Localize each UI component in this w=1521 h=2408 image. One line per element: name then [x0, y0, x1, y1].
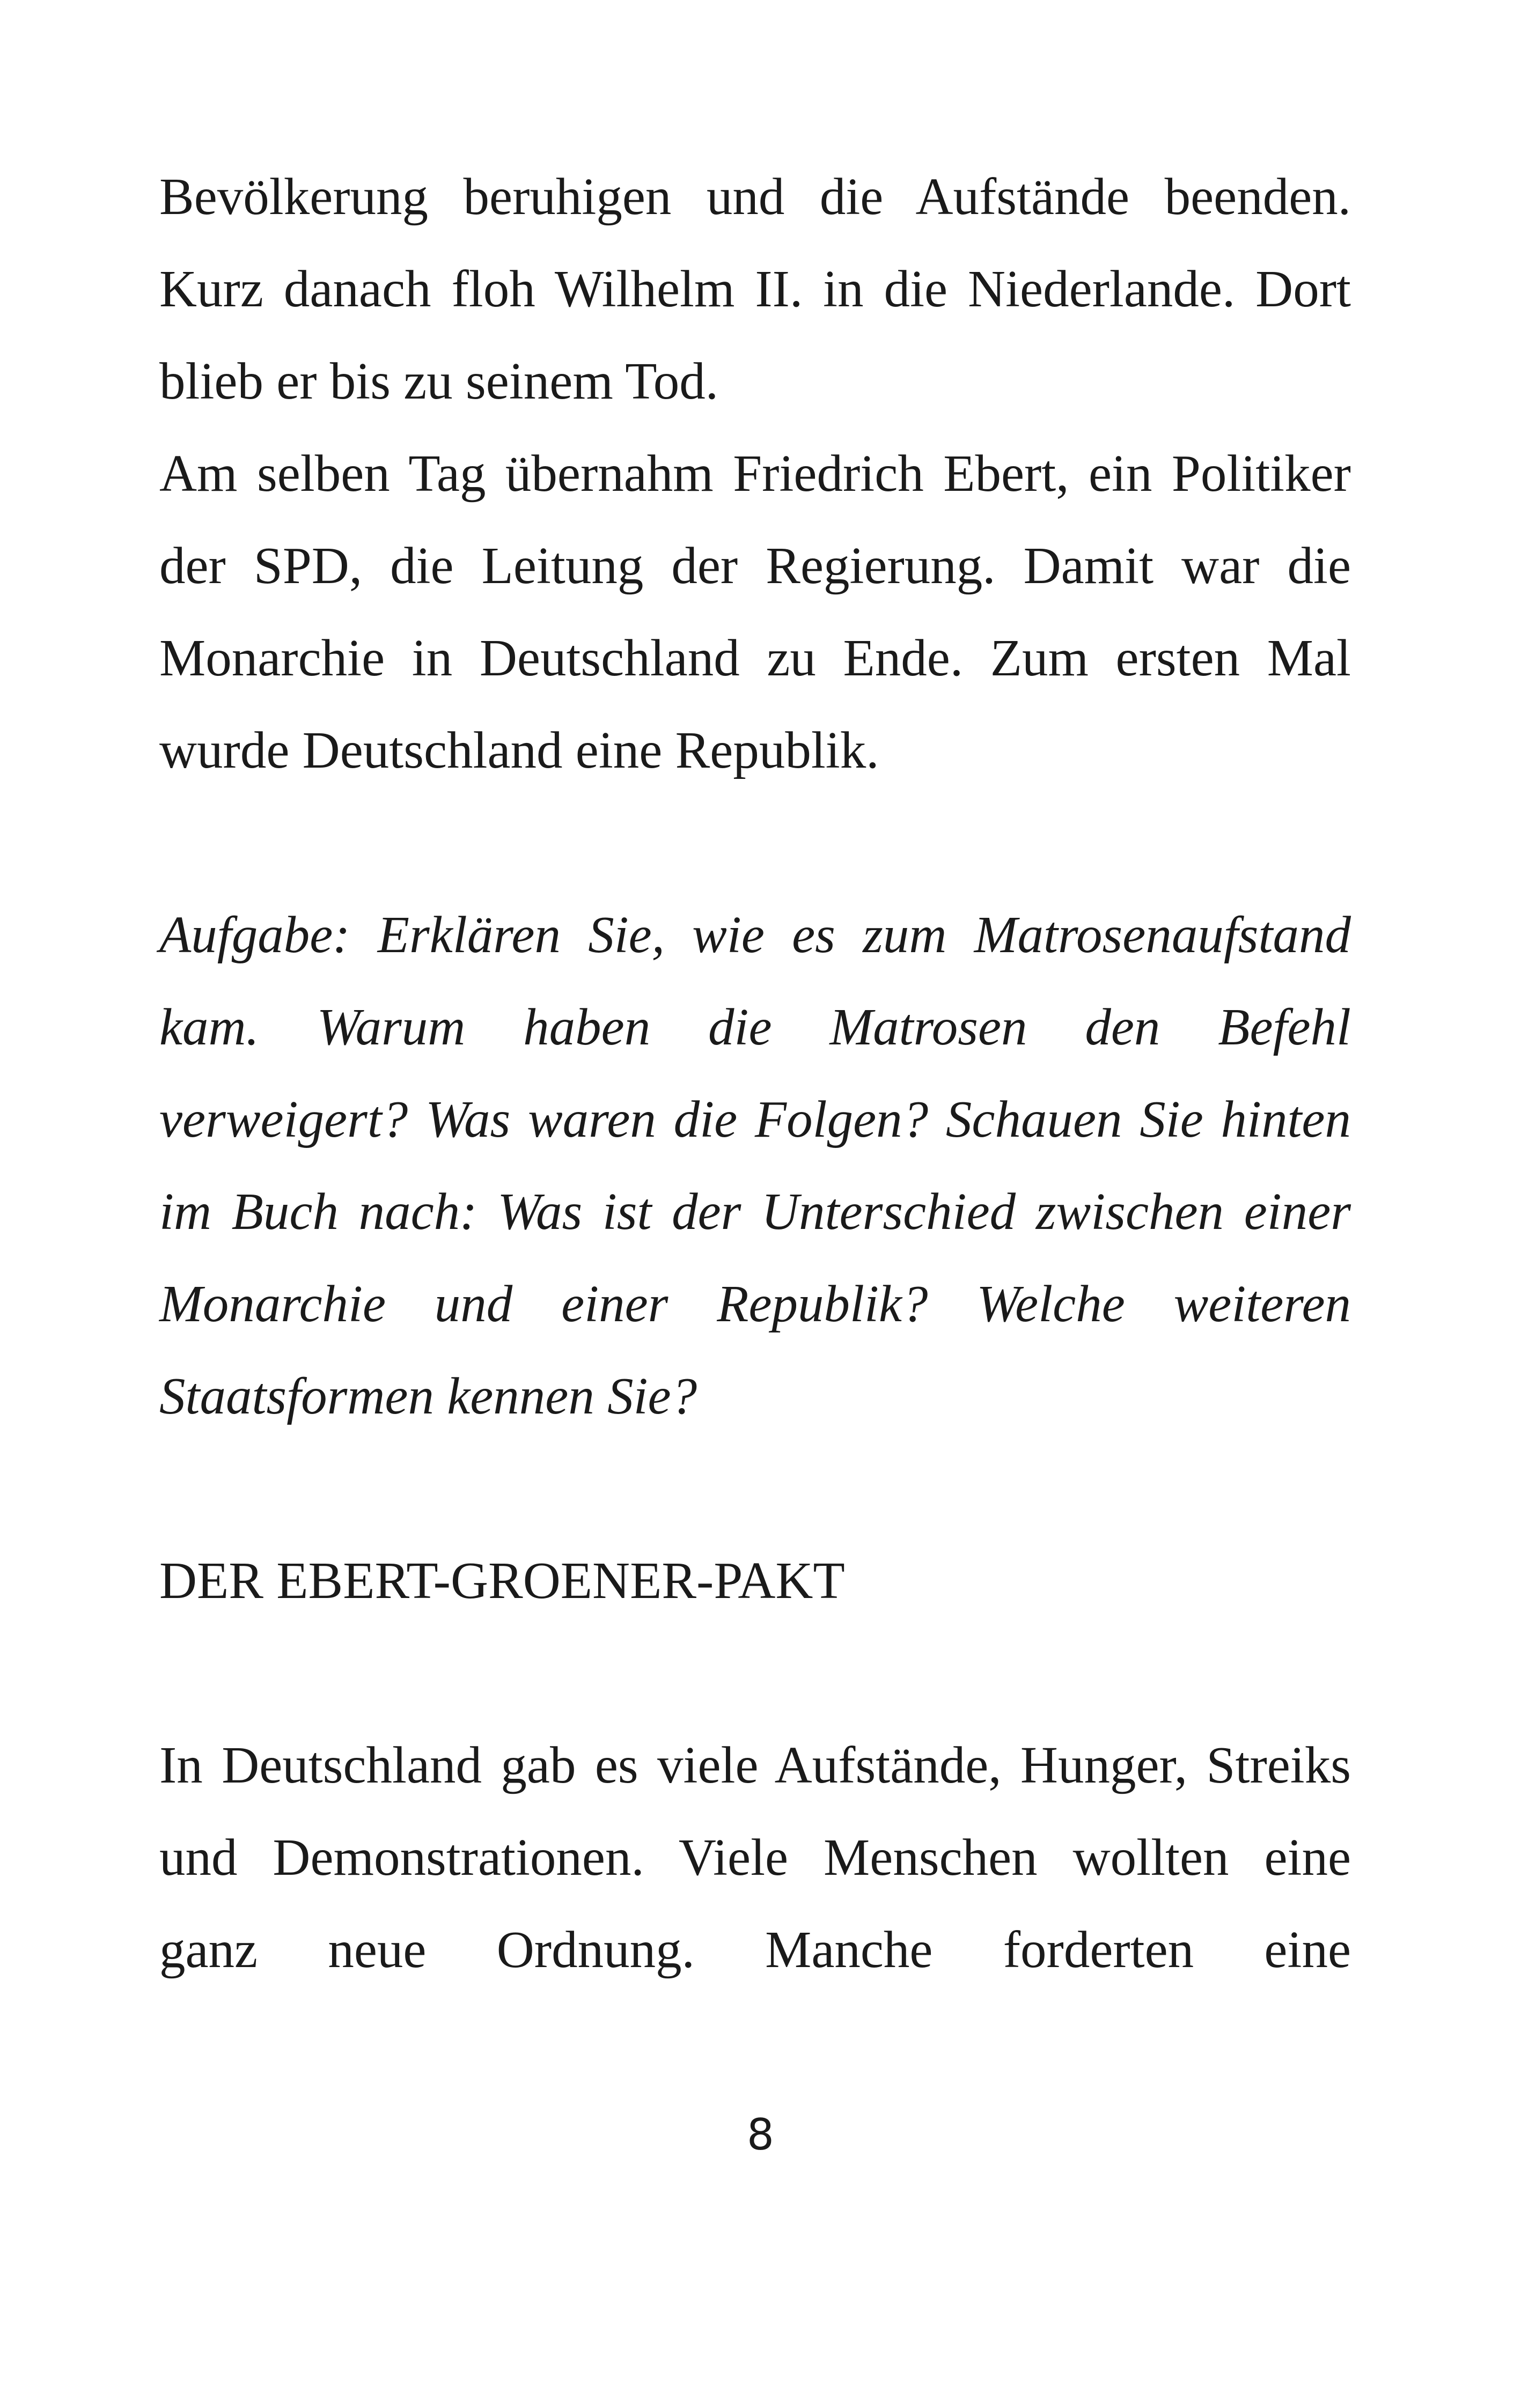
task-line-2: kam. Warum haben die Matrosen den Befehl [159, 998, 1351, 1056]
page-number: 8 [747, 2110, 774, 2160]
paragraph-1-line-3: blieb er bis zu seinem Tod. [159, 352, 719, 410]
task-line-4: im Buch nach: Was ist der Unterschied zwischen einer [159, 1183, 1351, 1240]
paragraph-2-line-4: wurde Deutschland eine Republik. [159, 721, 879, 779]
paragraph-3-line-3: ganz neue Ordnung. Manche forderten eine [159, 1921, 1351, 1978]
section-heading: DER EBERT-GROENER-PAKT [159, 1552, 845, 1609]
task-line-1: Aufgabe: Erklären Sie, wie es zum Matrosenaufstand [159, 906, 1351, 963]
paragraph-2-line-3: Monarchie in Deutschland zu Ende. Zum ersten Mal [159, 629, 1351, 687]
paragraph-3-line-2: und Demonstrationen. Viele Menschen wollten eine [159, 1829, 1351, 1886]
task-line-3: verweigert? Was waren die Folgen? Schauen Sie hinten [159, 1091, 1351, 1148]
task-line-6: Staatsformen kennen Sie? [159, 1367, 697, 1425]
paragraph-2-line-1: Am selben Tag übernahm Friedrich Ebert, ein Politiker [159, 445, 1351, 502]
paragraph-3-line-1: In Deutschland gab es viele Aufstände, Hunger, Streiks [159, 1736, 1351, 1794]
paragraph-1-line-2: Kurz danach floh Wilhelm II. in die Niederlande. Dort [159, 260, 1351, 318]
paragraph-1-line-1: Bevölkerung beruhigen und die Aufstände beenden. [159, 168, 1351, 225]
paragraph-2-line-2: der SPD, die Leitung der Regierung. Damit war die [159, 537, 1351, 594]
task-line-5: Monarchie und einer Republik? Welche weiteren [159, 1275, 1351, 1332]
